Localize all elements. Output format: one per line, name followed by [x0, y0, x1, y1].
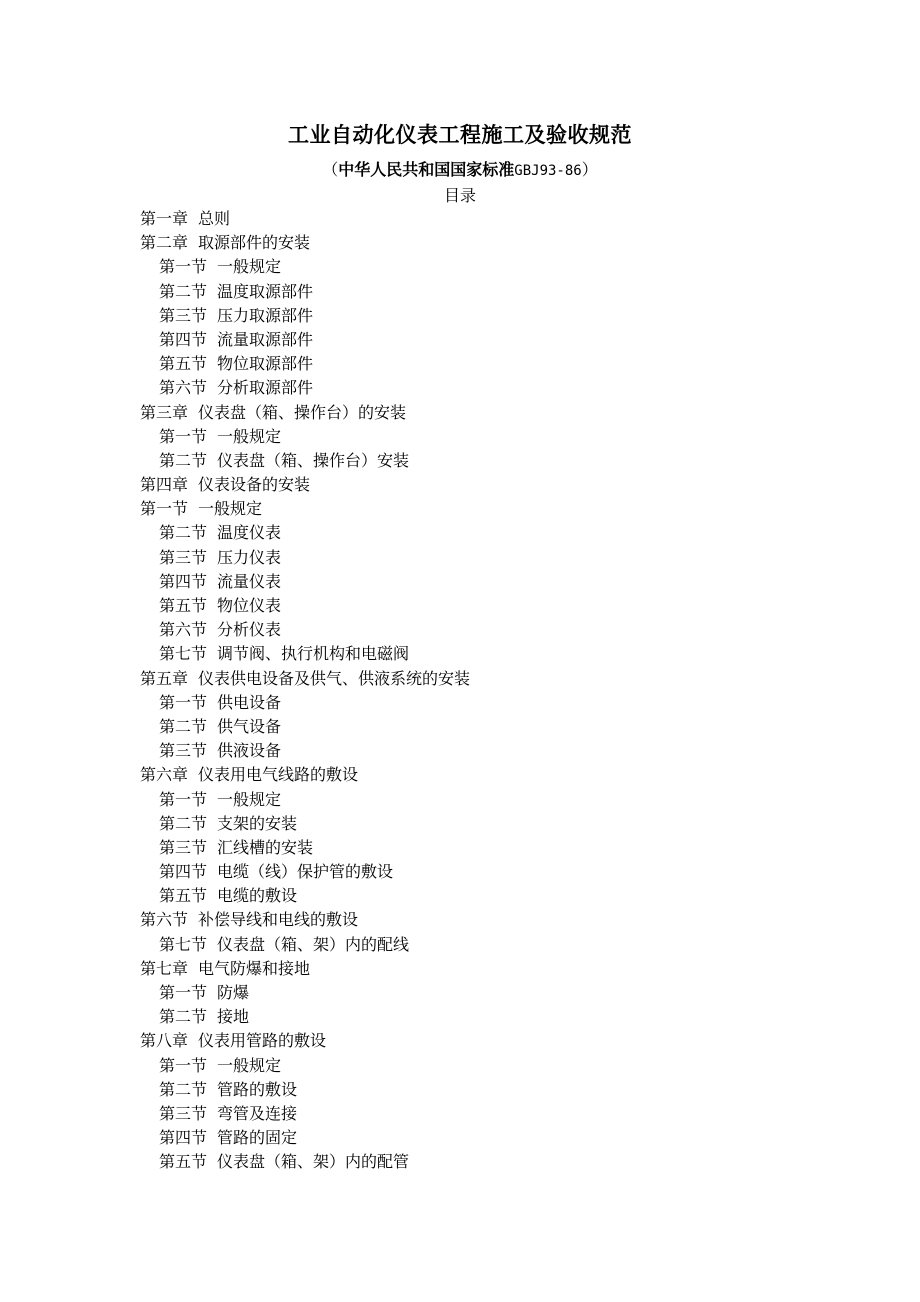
toc-section-entry [140, 280, 840, 304]
toc-entry-title: 弯管及连接 [217, 1103, 298, 1123]
toc-section-entry [140, 328, 840, 352]
toc-section-entry [140, 1005, 840, 1029]
toc-entry-title: 防爆 [217, 983, 250, 1002]
toc-entry-number: 第一节 [140, 499, 189, 519]
toc-entry-title: 仪表用电气线路的敷设 [198, 765, 359, 785]
toc-entry-number: 第七节 [159, 644, 208, 664]
toc-chapter-entry [140, 207, 840, 231]
toc-entry-number: 第五节 [159, 596, 208, 615]
toc-entry-number: 第五节 [159, 1152, 208, 1172]
toc-entry-number: 第二节 [159, 523, 208, 543]
toc-entry-number: 第二节 [159, 1007, 208, 1027]
toc-entry-number: 第一节 [159, 789, 208, 809]
table-of-contents [140, 207, 840, 1175]
toc-entry-number: 第八章 [140, 1031, 189, 1051]
toc-entry-title: 分析仪表 [217, 620, 282, 640]
toc-entry-number: 第二节 [159, 716, 208, 736]
toc-entry-number: 第一节 [159, 983, 208, 1002]
toc-section-entry [140, 1078, 840, 1102]
toc-entry-title: 汇线槽的安装 [217, 837, 314, 857]
toc-entry-number: 第七章 [140, 958, 189, 978]
toc-section-entry [140, 1150, 840, 1174]
toc-entry-title: 物位仪表 [217, 596, 282, 615]
toc-entry-title: 供电设备 [217, 692, 282, 712]
toc-entry-title: 电缆（线）保护管的敷设 [217, 862, 394, 882]
toc-entry-title: 支架的安装 [217, 813, 298, 833]
toc-entry-title: 仪表盘（箱、架）内的配线 [217, 934, 410, 954]
toc-entry-title: 总则 [198, 209, 231, 228]
toc-chapter-entry [140, 957, 840, 981]
toc-entry-number: 第一章 [140, 209, 189, 228]
toc-section-entry [140, 352, 840, 376]
toc-entry-number: 第三章 [140, 402, 189, 422]
toc-entry-title: 一般规定 [217, 426, 282, 446]
toc-entry-title: 仪表盘（箱、操作台）安装 [217, 450, 410, 470]
toc-entry-title: 一般规定 [217, 257, 282, 277]
subtitle-standard-name: 中华人民共和国国家标准 [338, 160, 515, 179]
toc-entry-number: 第六章 [140, 765, 189, 785]
toc-section-entry [140, 546, 840, 570]
toc-section-entry [140, 715, 840, 739]
toc-entry-number: 第一节 [159, 257, 208, 277]
toc-entry-number: 第三节 [159, 837, 208, 857]
toc-section-entry [140, 449, 840, 473]
toc-section-entry [140, 1102, 840, 1126]
toc-heading: 目录 [443, 186, 476, 205]
toc-section-entry [140, 884, 840, 908]
toc-entry-number: 第三节 [159, 305, 208, 325]
toc-entry-title: 接地 [217, 1007, 250, 1027]
toc-section-entry [140, 981, 840, 1005]
toc-entry-number: 第二节 [159, 1079, 208, 1099]
toc-chapter-entry [140, 231, 840, 255]
toc-entry-title: 调节阀、执行机构和电磁阀 [217, 644, 410, 664]
toc-entry-number: 第四章 [140, 475, 189, 495]
toc-section-entry [140, 642, 840, 666]
document-subtitle [0, 158, 920, 183]
toc-chapter-entry [140, 667, 840, 691]
toc-entry-number: 第四节 [159, 1128, 208, 1148]
toc-entry-title: 取源部件的安装 [198, 233, 311, 253]
toc-entry-number: 第五章 [140, 668, 189, 688]
toc-entry-title: 供气设备 [217, 716, 282, 736]
toc-entry-number: 第五节 [159, 354, 208, 374]
toc-entry-number: 第五节 [159, 886, 208, 906]
subtitle-standard-code: GBJ93-86 [514, 163, 582, 179]
toc-chapter-entry [140, 763, 840, 787]
toc-section-entry [140, 425, 840, 449]
toc-section-entry [140, 304, 840, 328]
toc-entry-title: 物位取源部件 [217, 354, 314, 374]
toc-section-entry [140, 739, 840, 763]
toc-entry-number: 第一节 [159, 426, 208, 446]
toc-section-entry [140, 376, 840, 400]
toc-entry-title: 仪表盘（箱、架）内的配管 [217, 1152, 410, 1172]
toc-entry-number: 第三节 [159, 741, 208, 761]
toc-entry-title: 压力取源部件 [217, 305, 314, 325]
toc-chapter-entry [140, 908, 840, 932]
toc-entry-title: 温度取源部件 [217, 281, 314, 301]
toc-entry-number: 第二章 [140, 233, 189, 253]
toc-section-entry [140, 1054, 840, 1078]
toc-entry-number: 第三节 [159, 547, 208, 567]
toc-entry-title: 补偿导线和电线的敷设 [198, 910, 359, 930]
toc-entry-title: 电气防爆和接地 [198, 958, 311, 978]
toc-section-entry [140, 691, 840, 715]
toc-entry-title: 管路的敷设 [217, 1079, 298, 1099]
toc-entry-title: 温度仪表 [217, 523, 282, 543]
toc-entry-number: 第二节 [159, 450, 208, 470]
toc-entry-title: 一般规定 [217, 1055, 282, 1075]
subtitle-close-paren: ） [581, 160, 598, 179]
toc-entry-title: 仪表盘（箱、操作台）的安装 [198, 402, 407, 422]
toc-entry-title: 仪表供电设备及供气、供液系统的安装 [198, 668, 471, 688]
toc-section-entry [140, 255, 840, 279]
toc-entry-title: 仪表用管路的敷设 [198, 1031, 327, 1051]
document-title: 工业自动化仪表工程施工及验收规范 [288, 122, 632, 147]
toc-chapter-entry [140, 473, 840, 497]
toc-section-entry [140, 570, 840, 594]
toc-chapter-entry [140, 401, 840, 425]
toc-section-entry [140, 594, 840, 618]
toc-entry-title: 一般规定 [217, 789, 282, 809]
toc-entry-number: 第二节 [159, 813, 208, 833]
toc-entry-title: 分析取源部件 [217, 378, 314, 398]
toc-entry-number: 第一节 [159, 692, 208, 712]
toc-entry-title: 电缆的敷设 [217, 886, 298, 906]
toc-section-entry [140, 618, 840, 642]
toc-entry-title: 流量取源部件 [217, 329, 314, 349]
toc-entry-title: 一般规定 [198, 499, 263, 519]
toc-entry-number: 第四节 [159, 329, 208, 349]
toc-entry-number: 第四节 [159, 571, 208, 591]
toc-entry-title: 供液设备 [217, 741, 282, 761]
toc-entry-title: 仪表设备的安装 [198, 475, 311, 495]
toc-entry-number: 第六节 [159, 378, 208, 398]
toc-chapter-entry [140, 497, 840, 521]
toc-section-entry [140, 812, 840, 836]
toc-section-entry [140, 836, 840, 860]
toc-entry-number: 第三节 [159, 1103, 208, 1123]
toc-section-entry [140, 933, 840, 957]
subtitle-open-paren: （ [322, 160, 339, 179]
toc-entry-number: 第一节 [159, 1055, 208, 1075]
toc-entry-title: 压力仪表 [217, 547, 282, 567]
toc-entry-number: 第七节 [159, 934, 208, 954]
toc-section-entry [140, 1126, 840, 1150]
toc-section-entry [140, 788, 840, 812]
toc-entry-number: 第六节 [159, 620, 208, 640]
toc-entry-number: 第二节 [159, 281, 208, 301]
toc-section-entry [140, 521, 840, 545]
toc-entry-title: 流量仪表 [217, 571, 282, 591]
toc-entry-number: 第四节 [159, 862, 208, 882]
toc-section-entry [140, 860, 840, 884]
toc-entry-number: 第六节 [140, 910, 189, 930]
toc-entry-title: 管路的固定 [217, 1128, 298, 1148]
toc-chapter-entry [140, 1029, 840, 1053]
